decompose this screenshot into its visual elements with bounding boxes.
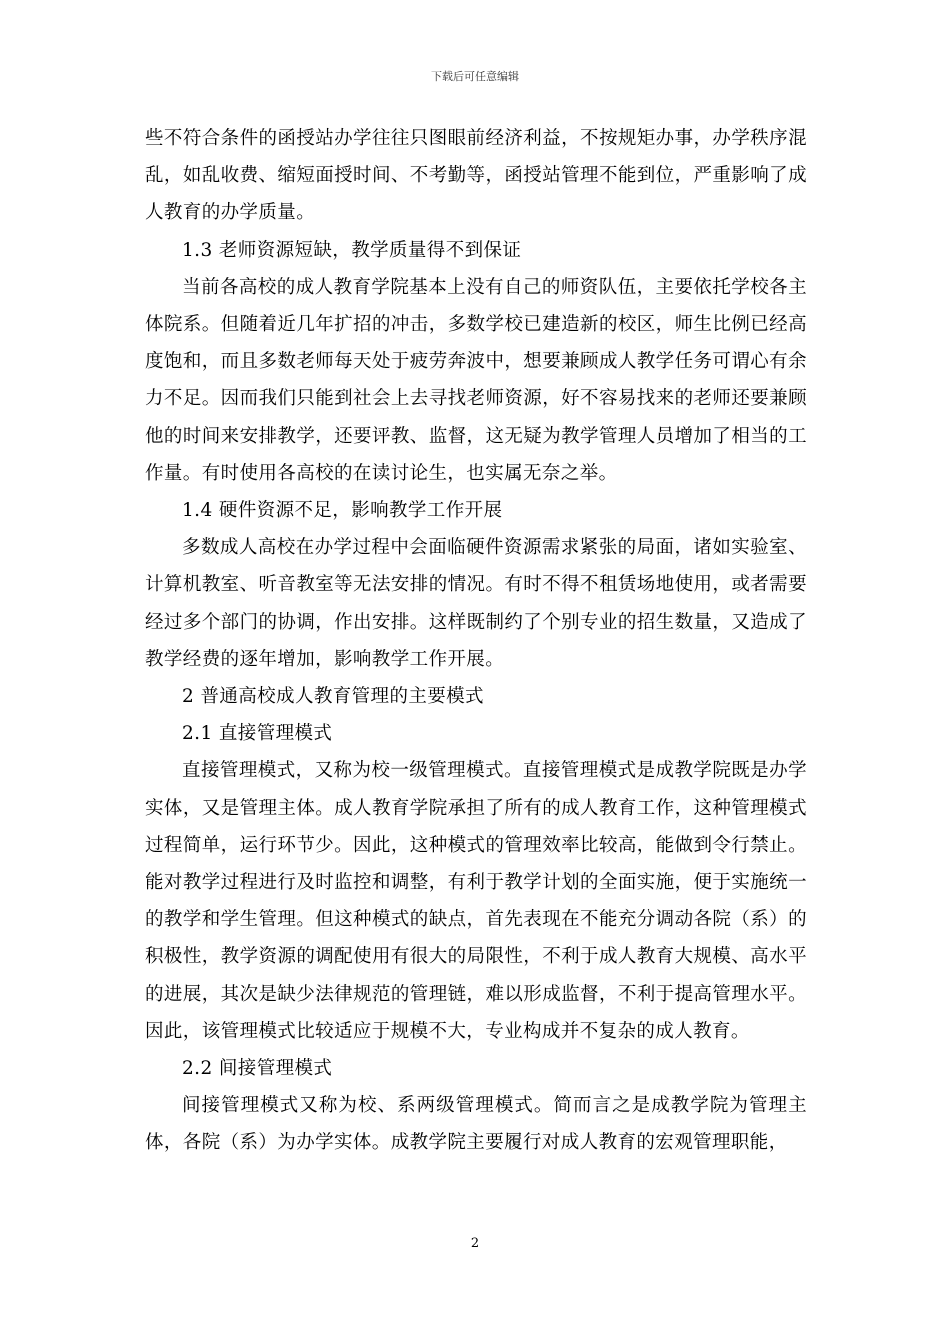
page-header: 下载后可任意编辑 — [431, 70, 519, 83]
section-heading-2: 2 普通高校成人教育管理的主要模式 — [182, 686, 484, 708]
paragraph-hardware-resources: 多数成人高校在办学过程中会面临硬件资源需求紧张的局面，诸如实验室、计算机教室、听音教室等无法安排的情况。有时不得不租赁场地使用，或者需要经过多个部门的协调，作出安排。这样既制约了个别专业的招生数量，又造成了教学经费的逐年增加，影响教学工作开展。 — [145, 537, 807, 670]
paragraph-indirect-management: 间接管理模式又称为校、系两级管理模式。简而言之是成教学院为管理主体，各院（系）为办学实体。成教学院主要履行对成人教育的宏观管理职能， — [145, 1095, 807, 1154]
document-body — [145, 120, 807, 1162]
page-number: 2 — [470, 1236, 480, 1251]
section-heading-1-3: 1.3 老师资源短缺，教学质量得不到保证 — [182, 239, 522, 261]
section-heading-1-4: 1.4 硬件资源不足，影响教学工作开展 — [182, 500, 503, 522]
paragraph-continuation: 些不符合条件的函授站办学往往只图眼前经济利益，不按规矩办事，办学秩序混乱，如乱收费、缩短面授时间、不考勤等，函授站管理不能到位，严重影响了成人教育的办学质量。 — [145, 128, 807, 224]
section-heading-2-2: 2.2 间接管理模式 — [182, 1058, 333, 1080]
paragraph-direct-management: 直接管理模式，又称为校一级管理模式。直接管理模式是成教学院既是办学实体，又是管理主体。成人教育学院承担了所有的成人教育工作，这种管理模式过程简单，运行环节少。因此，这种模式的管理效率比较高，能做到令行禁止。能对教学过程进行及时监控和调整，有利于教学计划的全面实施，便于实施统一的教学和学生管理。但这种模式的缺点，首先表现在不能充分调动各院（系）的积极性，教学资源的调配使用有很大的局限性，不利于成人教育大规模、高水平的进展，其次是缺少法律规范的管理链，难以形成监督，不利于提高管理水平。因此，该管理模式比较适应于规模不大，专业构成并不复杂的成人教育。 — [145, 760, 807, 1042]
section-heading-2-1: 2.1 直接管理模式 — [182, 723, 333, 745]
paragraph-teacher-resources: 当前各高校的成人教育学院基本上没有自己的师资队伍，主要依托学校各主体院系。但随着近几年扩招的冲击，多数学校已建造新的校区，师生比例已经高度饱和，而且多数老师每天处于疲劳奔波中，想要兼顾成人教学任务可谓心有余力不足。因而我们只能到社会上去寻找老师资源，好不容易找来的老师还要兼顾他的时间来安排教学，还要评教、监督，这无疑为教学管理人员增加了相当的工作量。有时使用各高校的在读讨论生，也实属无奈之举。 — [145, 276, 807, 484]
